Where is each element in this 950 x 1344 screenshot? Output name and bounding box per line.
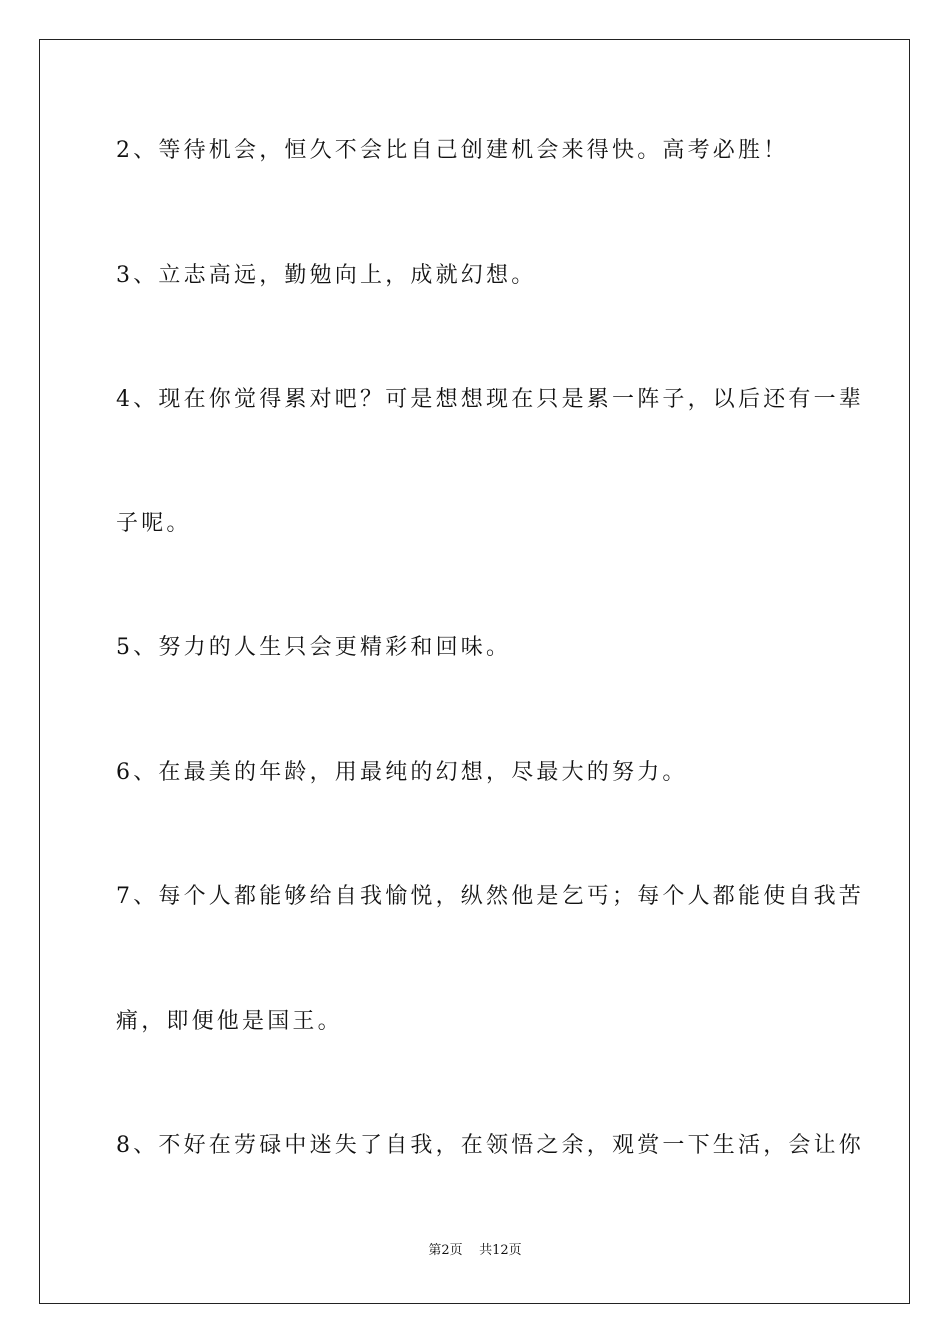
text-line: 6、在最美的年龄，用最纯的幻想，尽最大的努力。 xyxy=(116,760,688,785)
page-footer xyxy=(0,1242,950,1260)
text-line: 7、每个人都能够给自我愉悦，纵然他是乞丐；每个人都能使自我苦 xyxy=(116,884,864,909)
text-line: 3、立志高远，勤勉向上，成就幻想。 xyxy=(116,263,537,288)
text-line: 4、现在你觉得累对吧？可是想想现在只是累一阵子，以后还有一辈 xyxy=(116,387,864,412)
page-border xyxy=(39,39,910,1304)
page-number: 第2页 xyxy=(428,1243,463,1258)
text-line: 5、努力的人生只会更精彩和回味。 xyxy=(116,635,512,660)
page-total: 共12页 xyxy=(479,1243,522,1258)
text-line: 子呢。 xyxy=(116,511,192,536)
text-line: 2、等待机会，恒久不会比自己创建机会来得快。高考必胜！ xyxy=(116,138,789,163)
text-line: 痛，即便他是国王。 xyxy=(116,1009,343,1034)
text-line: 8、不好在劳碌中迷失了自我，在领悟之余，观赏一下生活，会让你 xyxy=(116,1133,864,1158)
